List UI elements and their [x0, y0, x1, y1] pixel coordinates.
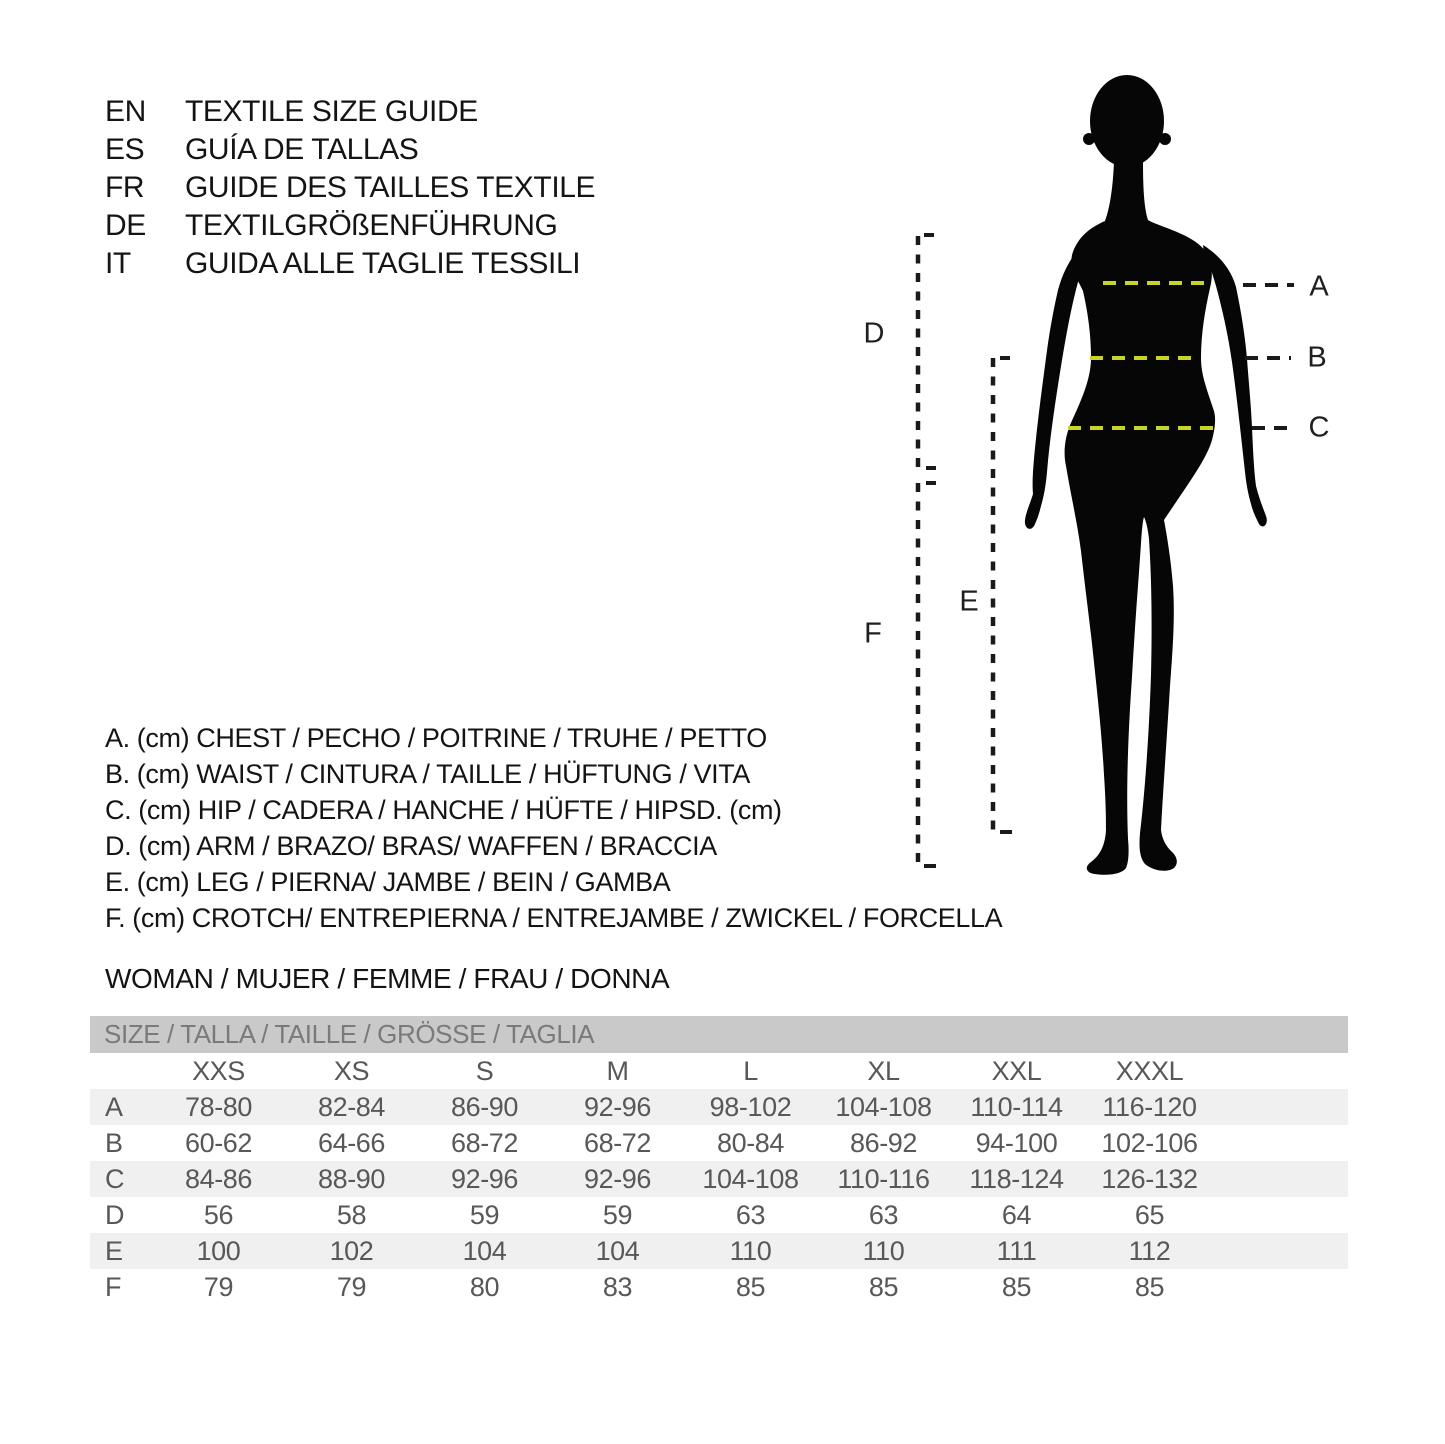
row-label: F: [105, 1272, 122, 1302]
cell: 104: [595, 1236, 640, 1266]
lang-title: GUIDA ALLE TAGLIE TESSILI: [185, 247, 581, 280]
diagram-label-c: C: [1308, 411, 1330, 444]
row-label: A: [105, 1092, 123, 1122]
legend-line-d: D. (cm) ARM / BRAZO/ BRAS/ WAFFEN / BRACCIA: [105, 831, 717, 861]
cell: 65: [1134, 1200, 1165, 1230]
lang-code: ES: [105, 133, 145, 166]
lang-title: TEXTILE SIZE GUIDE: [185, 95, 478, 128]
size-col-header: L: [743, 1056, 758, 1086]
lang-code: EN: [105, 95, 146, 128]
diagram-label-b: B: [1307, 341, 1327, 374]
table-row: [90, 1197, 1348, 1233]
size-col-header: M: [606, 1056, 629, 1086]
silhouette-body: [1065, 161, 1215, 875]
lang-row-it: [105, 245, 595, 283]
cell: 83: [602, 1272, 633, 1302]
cell: 64: [1001, 1200, 1032, 1230]
size-col-header: XXS: [192, 1056, 245, 1086]
lang-row-es: [105, 131, 595, 169]
lang-title: TEXTILGRÖßENFÜHRUNG: [185, 209, 558, 242]
cell: 79: [203, 1272, 234, 1302]
cell: 79: [336, 1272, 367, 1302]
cell: 80: [469, 1272, 500, 1302]
cell: 104-108: [835, 1092, 932, 1122]
table-row: [90, 1233, 1348, 1269]
cell: 84-86: [184, 1164, 253, 1194]
size-col-header: S: [475, 1056, 494, 1086]
cell: 92-96: [583, 1092, 652, 1122]
diagram-label-f: F: [864, 617, 882, 650]
cell: 85: [1134, 1272, 1165, 1302]
cell: 56: [203, 1200, 234, 1230]
diagram-label-e: E: [959, 585, 979, 618]
cell: 92-96: [583, 1164, 652, 1194]
cell: 63: [868, 1200, 899, 1230]
legend-line-f: F. (cm) CROTCH/ ENTREPIERNA / ENTREJAMBE / ZWICKEL / FORCELLA: [105, 903, 1003, 933]
diagram-label-a: A: [1309, 270, 1329, 303]
cell: 58: [336, 1200, 367, 1230]
lang-code: DE: [105, 209, 146, 242]
cell: 112: [1128, 1236, 1171, 1266]
table-row: [90, 1089, 1348, 1125]
lang-row-de: [105, 207, 595, 245]
legend-line-e: E. (cm) LEG / PIERNA/ JAMBE / BEIN / GAMBA: [105, 867, 671, 897]
cell: 94-100: [975, 1128, 1058, 1158]
row-label: C: [105, 1164, 125, 1194]
cell: 104-108: [702, 1164, 799, 1194]
cell: 110-114: [970, 1092, 1063, 1122]
cell: 116-120: [1102, 1092, 1197, 1122]
silhouette-ear-right: [1159, 133, 1171, 145]
cell: 86-90: [450, 1092, 519, 1122]
size-table-header-bar: SIZE / TALLA / TAILLE / GRÖSSE / TAGLIA: [90, 1016, 1348, 1053]
lang-title: GUIDE DES TAILLES TEXTILE: [185, 171, 596, 204]
cell: 102-106: [1101, 1128, 1198, 1158]
cell: 64-66: [317, 1128, 386, 1158]
cell: 110-116: [837, 1164, 930, 1194]
legend-line-b: B. (cm) WAIST / CINTURA / TAILLE / HÜFTUNG / VITA: [105, 759, 750, 789]
cell: 85: [868, 1272, 899, 1302]
diagram-label-d: D: [863, 317, 885, 350]
cell: 60-62: [184, 1128, 253, 1158]
cell: 100: [196, 1236, 241, 1266]
cell: 126-132: [1101, 1164, 1198, 1194]
size-columns-row: [90, 1053, 1348, 1089]
cell: 68-72: [450, 1128, 519, 1158]
row-label: E: [105, 1236, 123, 1266]
cell: 118-124: [969, 1164, 1064, 1194]
legend-line-a: A. (cm) CHEST / PECHO / POITRINE / TRUHE / PETTO: [105, 723, 767, 753]
cell: 98-102: [709, 1092, 792, 1122]
cell: 88-90: [317, 1164, 386, 1194]
cell: 110: [729, 1236, 772, 1266]
size-col-header: XXL: [991, 1056, 1042, 1086]
silhouette-ear-left: [1083, 133, 1095, 145]
cell: 92-96: [450, 1164, 519, 1194]
silhouette-arm-right: [1203, 245, 1267, 526]
cell: 59: [602, 1200, 633, 1230]
cell: 63: [735, 1200, 766, 1230]
size-col-header: XS: [333, 1056, 370, 1086]
lang-code: IT: [105, 247, 131, 280]
legend-line-c: C. (cm) HIP / CADERA / HANCHE / HÜFTE / HIPSD. (cm): [105, 795, 782, 825]
lang-row-en: [105, 93, 595, 131]
cell: 111: [996, 1236, 1037, 1266]
language-title-block: [105, 93, 595, 283]
table-row: [90, 1125, 1348, 1161]
cell: 68-72: [583, 1128, 652, 1158]
cell: 80-84: [716, 1128, 785, 1158]
cell: 104: [462, 1236, 507, 1266]
cell: 59: [469, 1200, 500, 1230]
cell: 102: [329, 1236, 374, 1266]
cell: 85: [735, 1272, 766, 1302]
size-col-header: XXXL: [1115, 1056, 1184, 1086]
cell: 85: [1001, 1272, 1032, 1302]
cell: 78-80: [184, 1092, 253, 1122]
measurement-legend: [105, 720, 1002, 936]
row-label: D: [105, 1200, 125, 1230]
cell: 82-84: [317, 1092, 386, 1122]
size-col-header: XL: [867, 1056, 900, 1086]
cell: 86-92: [849, 1128, 918, 1158]
silhouette-head: [1090, 75, 1164, 167]
row-label: B: [105, 1128, 123, 1158]
size-table: [90, 1016, 1348, 1305]
table-row: [90, 1161, 1348, 1197]
lang-title: GUÍA DE TALLAS: [185, 133, 419, 166]
cell: 110: [862, 1236, 905, 1266]
lang-row-fr: [105, 169, 595, 207]
gender-heading: WOMAN / MUJER / FEMME / FRAU / DONNA: [105, 963, 670, 994]
table-row: [90, 1269, 1348, 1305]
lang-code: FR: [105, 171, 145, 204]
